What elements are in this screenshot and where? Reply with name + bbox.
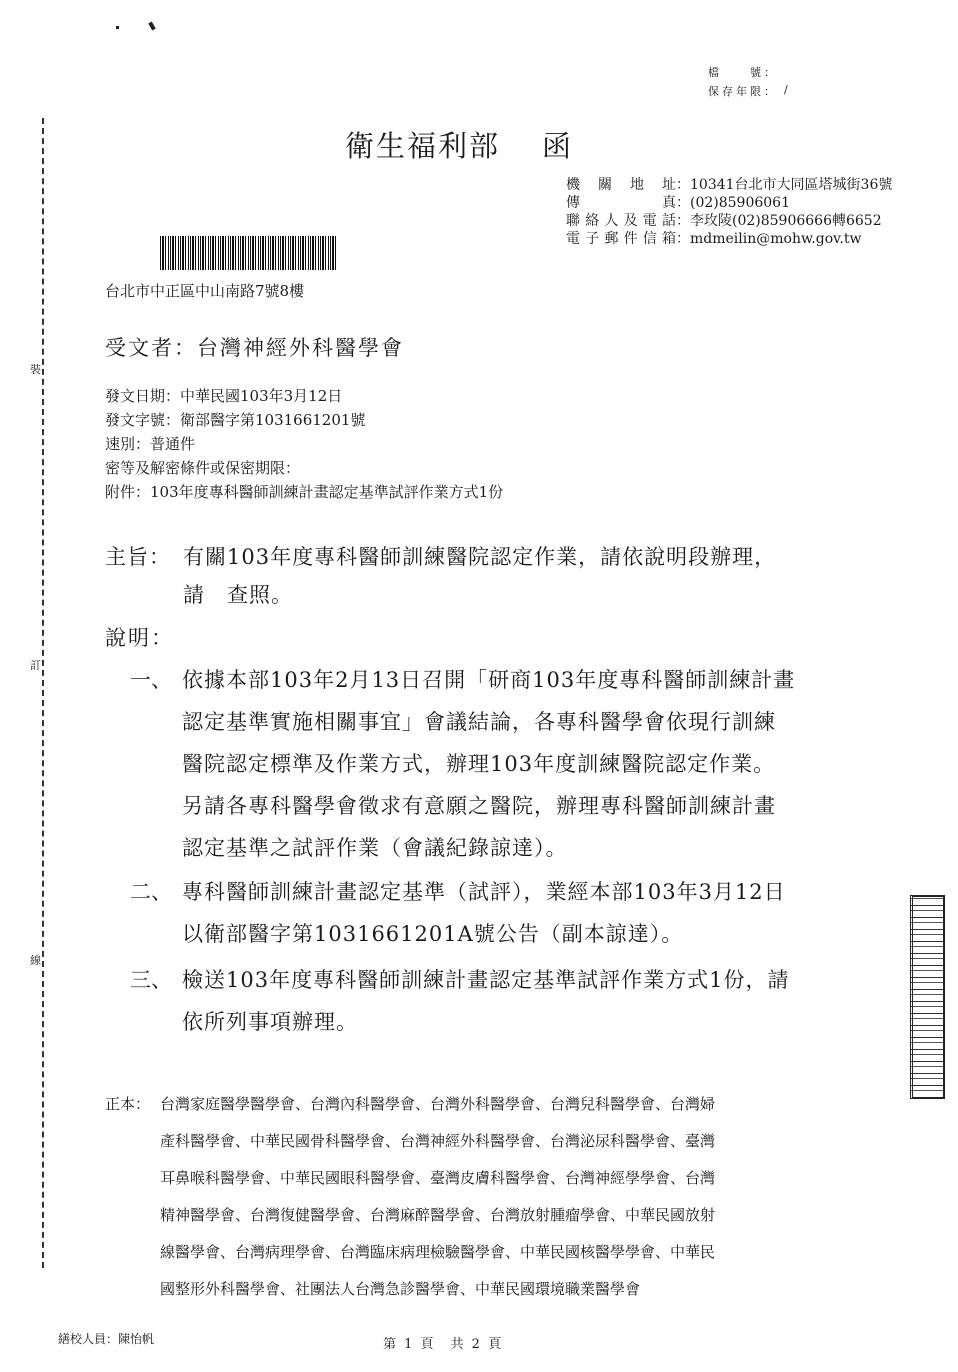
agency-address: 機關地址：10341台北市大同區塔城街36號 — [566, 177, 893, 193]
subject — [105, 538, 776, 614]
page-number: 第 1 頁 共 2 頁 — [383, 1337, 504, 1352]
subject-line: 請 查照。 — [183, 583, 293, 607]
retention-value: / — [784, 83, 791, 96]
explanation-label: 說明： — [105, 626, 174, 650]
scan-speck — [116, 26, 119, 29]
urgency: 速別：普通件 — [105, 435, 196, 453]
item-line: 依據本部103年2月13日召開「研商103年度專科醫師訓練計畫 — [182, 668, 796, 692]
item-line: 醫院認定標準及作業方式，辦理103年度訓練醫院認定作業。 — [182, 752, 776, 776]
agency-fax: 傳 真：(02)85906061 — [566, 195, 790, 211]
security-level: 密等及解密條件或保密期限： — [105, 459, 301, 477]
cc-label: 正本： — [105, 1095, 151, 1113]
subject-label: 主旨： — [105, 545, 171, 569]
mail-address: 台北市中正區中山南路7號8樓 — [105, 282, 305, 300]
item-line: 依所列事項辦理。 — [182, 1010, 358, 1034]
item-number: 一、 — [130, 668, 172, 692]
binding-mark-zhuang: 裝 — [30, 363, 41, 376]
subject-line: 有關103年度專科醫師訓練醫院認定作業，請依說明段辦理， — [183, 545, 777, 569]
cc-line: 線醫學會、台灣病理學會、台灣臨床病理檢驗醫學會、中華民國核醫學學會、中華民 — [160, 1243, 716, 1261]
item-line: 專科醫師訓練計畫認定基準（試評），業經本部103年3月12日 — [182, 880, 786, 904]
official-seal — [910, 895, 945, 1099]
item-line: 認定基準之試評作業（會議紀錄諒達）。 — [182, 836, 568, 860]
item-number: 三、 — [130, 968, 172, 992]
attachment: 附件：103年度專科醫師訓練計畫認定基準試評作業方式1份 — [105, 483, 504, 501]
contact-phone: 聯絡人及電話：李玫陵(02)85906666轉6652 — [566, 213, 882, 229]
binding-line — [42, 118, 44, 1268]
item-line: 另請各專科醫學會徵求有意願之醫院，辦理專科醫師訓練計畫 — [182, 794, 776, 818]
retention-label: 保存年限： — [708, 85, 778, 98]
cc-line: 台灣家庭醫學醫學會、台灣內科醫學會、台灣外科醫學會、台灣兒科醫學會、台灣婦 — [160, 1095, 716, 1113]
item-line: 認定基準實施相關事宜」會議結論，各專科醫學會依現行訓練 — [182, 710, 776, 734]
scan-speck — [148, 22, 155, 31]
agency-name: 衛生福利部 — [345, 129, 501, 163]
item-number: 二、 — [130, 880, 172, 904]
cc-line: 精神醫學會、台灣復健醫學會、台灣麻醉醫學會、台灣放射腫瘤學會、中華民國放射 — [160, 1206, 716, 1224]
binding-mark-ding: 訂 — [30, 659, 41, 672]
cc-line: 耳鼻喉科醫學會、中華民國眼科醫學會、臺灣皮膚科醫學會、台灣神經學學會、台灣 — [160, 1169, 716, 1187]
file-number-label: 檔 號： — [708, 66, 778, 79]
cc-line: 產科醫學會、中華民國骨科醫學會、台灣神經外科醫學會、台灣泌尿科醫學會、臺灣 — [160, 1132, 716, 1150]
issue-date: 發文日期：中華民國103年3月12日 — [105, 387, 343, 405]
footer-checker: 繕校人員：陳怡帆 — [58, 1332, 155, 1346]
document-type: 函 — [542, 129, 574, 163]
recipient: 受文者：台灣神經外科醫學會 — [105, 336, 404, 360]
binding-mark-xian: 線 — [30, 954, 41, 967]
contact-email: 電子郵件信箱：mdmeilin@mohw.gov.tw — [566, 231, 862, 247]
cc-line: 國整形外科醫學會、社團法人台灣急診醫學會、中華民國環境職業醫學會 — [160, 1280, 641, 1298]
barcode — [160, 236, 338, 270]
item-line: 檢送103年度專科醫師訓練計畫認定基準試評作業方式1份，請 — [182, 968, 790, 992]
issue-number: 發文字號：衛部醫字第1031661201號 — [105, 411, 366, 429]
document-title — [345, 124, 573, 165]
item-line: 以衛部醫字第1031661201A號公告（副本諒達）。 — [182, 922, 684, 946]
